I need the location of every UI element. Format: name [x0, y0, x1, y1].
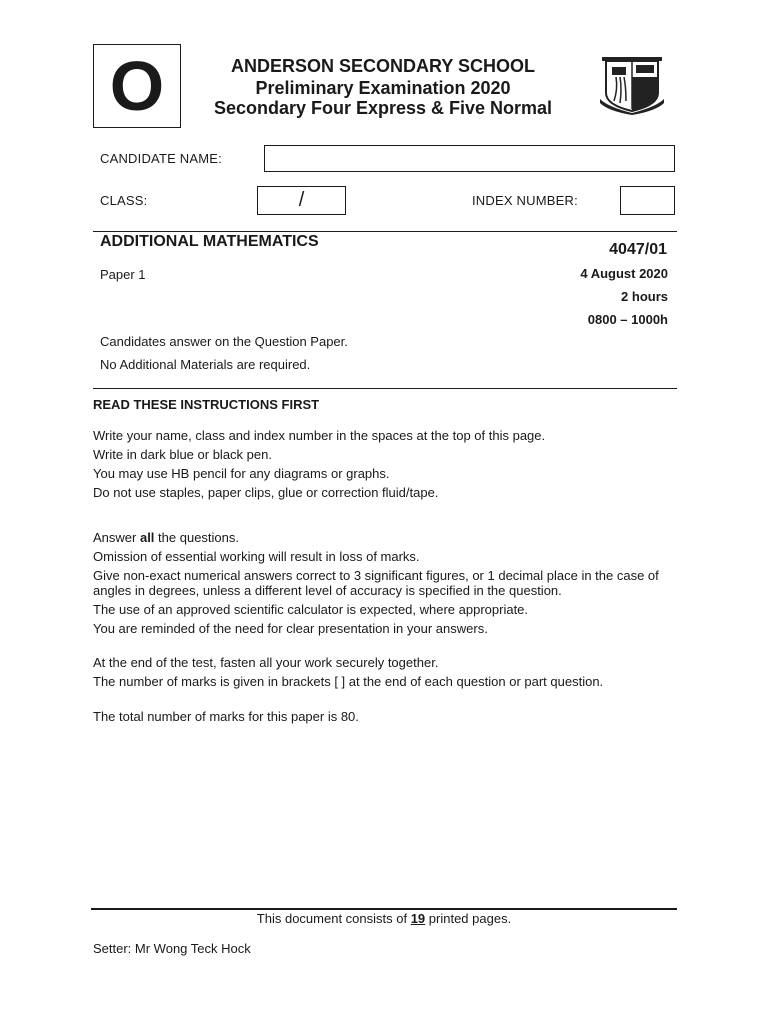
- class-label: CLASS:: [100, 193, 148, 208]
- instructions-heading: READ THESE INSTRUCTIONS FIRST: [93, 397, 320, 412]
- materials-line-1: Candidates answer on the Question Paper.: [100, 334, 348, 349]
- instruction-line: At the end of the test, fasten all your work securely together.: [93, 655, 439, 670]
- instruction-line: Omission of essential working will result in loss of marks.: [93, 549, 420, 564]
- instruction-line: You may use HB pencil for any diagrams or graphs.: [93, 466, 390, 481]
- paper-code: 4047/01: [609, 241, 667, 258]
- answer-suffix: the questions.: [154, 530, 239, 545]
- materials-line-2: No Additional Materials are required.: [100, 357, 311, 372]
- answer-prefix: Answer: [93, 530, 140, 545]
- instruction-line: Write in dark blue or black pen.: [93, 447, 272, 462]
- divider-footer: [91, 908, 677, 910]
- page-count-suffix: printed pages.: [425, 911, 512, 926]
- page-count-prefix: This document consists of: [256, 911, 411, 926]
- instruction-line: The use of an approved scientific calculator is expected, where appropriate.: [93, 602, 529, 617]
- instruction-answer-all: [93, 530, 673, 545]
- exam-time: 0800 – 1000h: [587, 312, 668, 327]
- divider-middle: [93, 388, 677, 389]
- candidate-name-field[interactable]: [264, 145, 675, 172]
- exam-stream: Secondary Four Express & Five Normal: [213, 98, 553, 118]
- paper-level-letter: O: [109, 47, 165, 125]
- page-count-note: [91, 911, 677, 926]
- index-number-label: INDEX NUMBER:: [472, 193, 578, 208]
- instruction-line: The number of marks is given in brackets [ ] at the end of each question or part question.: [93, 674, 604, 689]
- candidate-name-label: CANDIDATE NAME:: [100, 151, 222, 166]
- paper-level-box: [93, 44, 181, 128]
- index-number-field[interactable]: [620, 186, 675, 215]
- page-count: 19: [410, 911, 426, 926]
- instruction-line: Give non-exact numerical answers correct to 3 significant figures, or 1 decimal place in the case of angles in degrees, unless a different level of accuracy is specified in the question.: [93, 568, 659, 598]
- class-field-value: /: [298, 189, 305, 211]
- paper-number: Paper 1: [100, 267, 146, 282]
- instruction-line: Do not use staples, paper clips, glue or correction fluid/tape.: [93, 485, 439, 500]
- answer-emphasis: all: [139, 530, 155, 545]
- exam-duration: 2 hours: [621, 289, 668, 304]
- exam-title: Preliminary Examination 2020: [255, 78, 511, 98]
- class-field[interactable]: [257, 186, 346, 215]
- school-crest-icon: [598, 55, 666, 115]
- setter-name: Setter: Mr Wong Teck Hock: [93, 941, 251, 956]
- divider-top: [93, 231, 677, 232]
- total-marks: The total number of marks for this paper is 80.: [93, 709, 359, 724]
- exam-date: 4 August 2020: [580, 266, 668, 281]
- instruction-line: Write your name, class and index number in the spaces at the top of this page.: [93, 428, 546, 443]
- instruction-line: You are reminded of the need for clear presentation in your answers.: [93, 621, 488, 636]
- school-name: ANDERSON SECONDARY SCHOOL: [230, 56, 536, 76]
- subject-title: ADDITIONAL MATHEMATICS: [100, 233, 319, 250]
